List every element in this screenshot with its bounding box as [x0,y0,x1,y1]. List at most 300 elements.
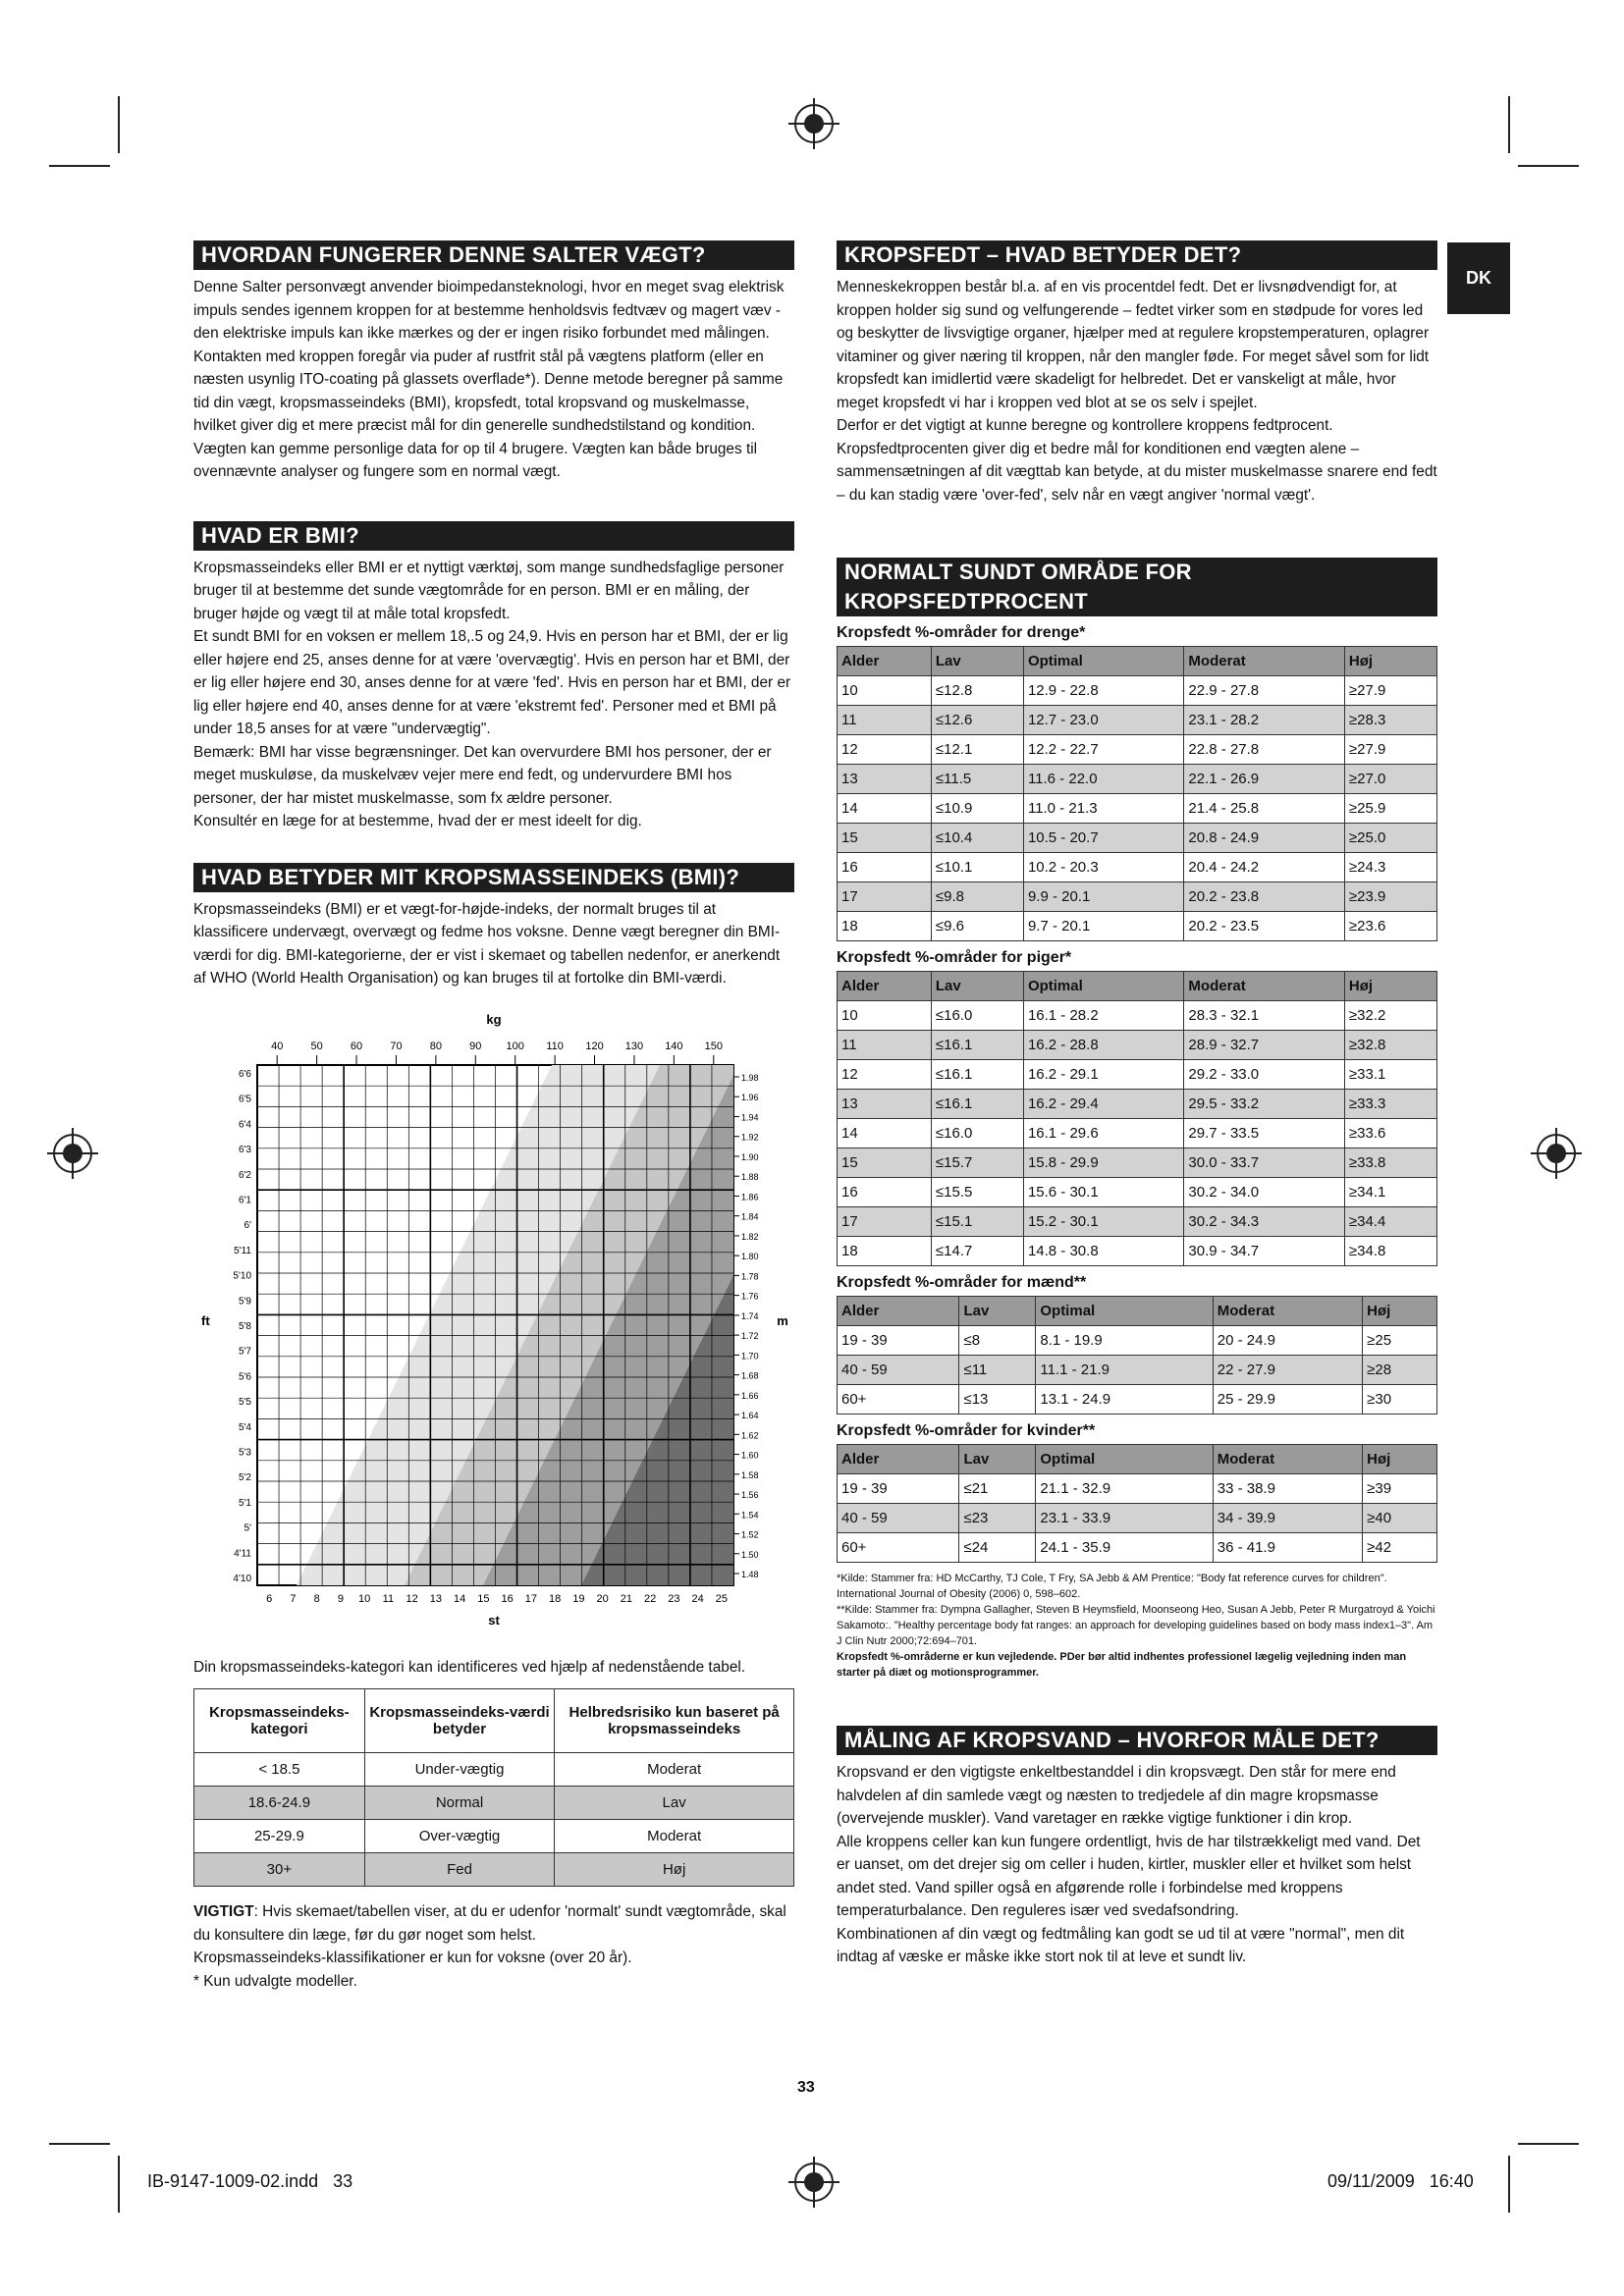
tick-label-st: 17 [524,1592,537,1605]
tick-label-m: 1.58 [741,1469,759,1480]
table-cell: 15 [838,824,932,853]
table-cell: 15.8 - 29.9 [1023,1148,1183,1178]
bmi-chart [193,1006,794,1654]
tick-label-st: 18 [549,1592,562,1605]
table-cell: 16.1 - 28.2 [1023,1001,1183,1031]
table-cell: Under-vægtig [364,1753,555,1787]
table-cell: 12 [838,1060,932,1090]
table-cell: Lav [555,1787,794,1820]
table-header-cell: Moderat [1184,972,1344,1001]
page-number: 33 [797,2079,815,2096]
table-cell: 19 - 39 [838,1474,959,1504]
paragraph: Kropsvand er den vigtigste enkeltbestanddel i din kropsvægt. Den står for mere end halvdelen af din samlede vægt og næsten to tredjedele af din magre kropsmasse (overvejende muskler). Vand varetager en række vigtige funktioner i din krop. [837,1764,1396,1827]
table-cell: 24.1 - 35.9 [1036,1533,1213,1563]
table-cell: Over-vægtig [364,1820,555,1853]
tick-label-m: 1.74 [741,1310,759,1321]
table-cell: 30.2 - 34.3 [1184,1207,1344,1237]
tick-label-st: 6 [266,1592,273,1605]
table-cell: 10.5 - 20.7 [1023,824,1183,853]
table-cell: 21.4 - 25.8 [1184,794,1344,824]
table-title: Kropsfedt %-områder for piger* [837,949,1072,966]
table-cell: Moderat [555,1820,794,1853]
tick-label-kg: 60 [350,1040,363,1052]
table-cell: 23.1 - 28.2 [1184,706,1344,735]
table-cell: 20 - 24.9 [1213,1326,1362,1356]
table-cell: 25 - 29.9 [1213,1385,1362,1415]
section-heading: HVAD ER BMI? [193,521,794,551]
tick-label-ft: 5'3 [238,1447,251,1458]
table-cell: 34 - 39.9 [1213,1504,1362,1533]
table-cell: ≥25 [1363,1326,1437,1356]
tick-label-kg: 150 [704,1040,723,1052]
tick-label-m: 1.52 [741,1529,759,1540]
table-cell: ≥25.0 [1344,824,1436,853]
tick-label-m: 1.60 [741,1450,759,1461]
table-cell: ≥33.6 [1344,1119,1436,1148]
tick-label-m: 1.94 [741,1111,759,1122]
language-tab: DK [1447,242,1510,314]
table-cell: ≤11.5 [931,765,1023,794]
table-cell: ≤10.9 [931,794,1023,824]
tick-label-m: 1.90 [741,1151,759,1162]
table-cell: 28.9 - 32.7 [1184,1031,1344,1060]
table-row [838,676,1437,706]
table-cell: 13 [838,765,932,794]
tick-label-m: 1.96 [741,1092,759,1102]
table-cell: 16 [838,853,932,882]
table-cell: ≤15.5 [931,1178,1023,1207]
table-header-cell: Kropsmasseindeks-værdi betyder [364,1689,555,1753]
crop-mark [1508,96,1510,153]
table-cell: 30+ [194,1853,365,1887]
crop-mark [1508,2156,1510,2213]
table-header-cell: Lav [959,1297,1036,1326]
table-cell: ≥28.3 [1344,706,1436,735]
table-row [194,1753,794,1787]
table-row [838,1474,1437,1504]
bodyfat-table-women [837,1444,1437,1563]
table-cell: ≤15.7 [931,1148,1023,1178]
reference: *Kilde: Stammer fra: HD McCarthy, TJ Cole, T Fry, SA Jebb & AM Prentice: "Body fat reference curves for children". International Journal of Obesity (2006) 0, 598–602. [837,1573,1387,1600]
paragraph: Et sundt BMI for en voksen er mellem 18,.5 og 24,9. Hvis en person har et BMI, der er lig eller højere end 25, anses denne for at være 'overvægtig'. Hvis en person har et BMI, der er lig eller højere end 30, anses denne for at være 'fed'. Hvis en person har et BMI, der er lig eller højere end 40, anses denne for at være 'ekstremt fed'. Personer med et BMI på under 18,5 anses for at være "undervægtig". [193,628,791,737]
footer-file: IB-9147-1009-02.indd 33 [147,2171,353,2191]
tick-label-st: 22 [644,1592,657,1605]
table-cell: ≥34.8 [1344,1237,1436,1266]
table-cell: ≥34.4 [1344,1207,1436,1237]
table-header-cell: Alder [838,972,932,1001]
tick-label-st: 8 [313,1592,320,1605]
paragraph: Kombinationen af din vægt og fedtmåling kan godt se ud til at være "normal", men dit indtag af væske er måske ikke stort nok til at leve et sundt liv. [837,1925,1405,1965]
tick-label-kg: 40 [271,1040,284,1052]
table-header-cell: Alder [838,1297,959,1326]
tick-label-kg: 70 [390,1040,403,1052]
table-cell: ≥32.8 [1344,1031,1436,1060]
section-heading: NORMALT SUNDT OMRÅDE FOR KROPSFEDTPROCENT [837,558,1437,616]
tick-label-ft: 5'5 [238,1396,251,1408]
tick-label-m: 1.56 [741,1489,759,1500]
tick-label-ft: 6'4 [238,1118,251,1130]
tick-label-m: 1.98 [741,1072,759,1083]
table-row [838,1090,1437,1119]
table-header-cell: Alder [838,647,932,676]
table-cell: ≥30 [1363,1385,1437,1415]
chart-caption: Din kropsmasseindeks-kategori kan identificeres ved hjælp af nedenstående tabel. [193,1658,746,1676]
table-cell: ≥33.1 [1344,1060,1436,1090]
bodyfat-table-girls [837,971,1437,1266]
tick-label-m: 1.54 [741,1509,759,1520]
table-header-cell: Optimal [1036,1445,1213,1474]
table-cell: 30.0 - 33.7 [1184,1148,1344,1178]
tick-label-st: 16 [501,1592,514,1605]
table-cell: ≤16.1 [931,1090,1023,1119]
tick-label-m: 1.78 [741,1270,759,1281]
paragraph: Menneskekroppen består bl.a. af en vis procentdel fedt. Det er livsnødvendigt for, at kroppen holder sig sund og velfungerende – fedtet virker som en stødpude for vores led og beskytter de livsvigtige organer, hjælper med at regulere kropstemperaturen, oplagrer vitaminer og giver næring til kroppen, når den mangler føde. For meget såvel som for lidt kropsfedt kan imidlertid være skadeligt for helbredet. Det er vanskeligt at måle, hvor meget kropsfedt vi har i kroppen ved blot at se os selv i spejlet. [837,279,1430,411]
tick-label-m: 1.48 [741,1569,759,1579]
table-row [838,853,1437,882]
table-cell: ≤15.1 [931,1207,1023,1237]
table-cell: 20.2 - 23.5 [1184,912,1344,941]
table-header-cell: Høj [1363,1445,1437,1474]
table-cell: ≤14.7 [931,1237,1023,1266]
crop-mark [118,2156,120,2213]
table-cell: ≤21 [959,1474,1036,1504]
table-cell: ≤16.0 [931,1001,1023,1031]
tick-label-kg: 50 [310,1040,323,1052]
registration-mark-icon [794,2163,834,2202]
tick-label-m: 1.64 [741,1410,759,1420]
tick-label-m: 1.62 [741,1429,759,1440]
table-row [838,765,1437,794]
table-cell: 30.2 - 34.0 [1184,1178,1344,1207]
table-cell: 17 [838,1207,932,1237]
tick-label-kg: 130 [624,1040,644,1052]
paragraph: Alle kroppens celler kan kun fungere ordentligt, hvis de har tilstrækkeligt med vand. Det er uanset, om det drejer sig om celler i huden, kirtler, muskler eller et hvilket som helst andet sted. Vand spiller også en afgørende rolle i forbindelse med kroppens temperaturbalance. Den reguleres især ved svedafsondring. [837,1833,1421,1919]
tick-label-ft: 6'1 [238,1195,251,1205]
table-cell: 18 [838,1237,932,1266]
section-heading: KROPSFEDT – HVAD BETYDER DET? [837,240,1437,270]
axis-label-m: m [777,1312,788,1328]
table-row [838,912,1437,941]
tick-label-m: 1.80 [741,1251,759,1261]
table-cell: ≤9.6 [931,912,1023,941]
table-cell: ≥33.3 [1344,1090,1436,1119]
tick-label-m: 1.82 [741,1231,759,1242]
table-cell: ≥25.9 [1344,794,1436,824]
important-note [193,1900,794,1947]
table-row [838,1001,1437,1031]
paragraph: Denne Salter personvægt anvender bioimpedansteknologi, hvor en meget svag elektrisk impuls sendes igennem kroppen for at bestemme henholdsvis fedtvæv og magert væv - den elektriske impuls kan ikke mærkes og der er ingen risiko forbundet med målingen. Kontakten med kroppen foregår via puder af rustfrit stål på vægtens platform (eller en næsten usynlig ITO-coating på glassets overflade*). Denne metode beregner på samme tid din vægt, kropsmasseindeks (BMI), kropsfedt, total kropsvand og muskelmasse, hvilket giver dig et mere præcist mål for din generelle sundhedstilstand og kondition. Vægten kan gemme personlige data for op til 4 brugere. Vægten kan både bruges til ovennævnte analyser og fungere som en normal vægt. [193,279,785,480]
tick-label-ft: 5'2 [238,1471,251,1483]
table-row [194,1853,794,1887]
table-cell: 10 [838,1001,932,1031]
table-cell: 25-29.9 [194,1820,365,1853]
tick-label-ft: 4'11 [234,1547,251,1559]
table-cell: 29.7 - 33.5 [1184,1119,1344,1148]
tick-label-ft: 5'10 [233,1270,251,1282]
table-cell: 18.6-24.9 [194,1787,365,1820]
table-header-cell: Helbredsrisiko kun baseret på kropsmasseindeks [555,1689,794,1753]
bodyfat-table-boys [837,646,1437,941]
tick-label-kg: 100 [506,1040,524,1052]
table-cell: ≤16.1 [931,1031,1023,1060]
table-cell: 15.6 - 30.1 [1023,1178,1183,1207]
right-column [837,240,1437,1969]
table-row [838,1356,1437,1385]
registration-mark-icon [1537,1134,1576,1173]
table-header-cell: Moderat [1184,647,1344,676]
table-cell: ≤11 [959,1356,1036,1385]
table-cell: 14 [838,1119,932,1148]
table-title: Kropsfedt %-områder for kvinder** [837,1422,1096,1439]
tick-label-ft: 6'2 [238,1169,251,1181]
tick-label-ft: 5'7 [238,1346,251,1358]
table-cell: ≤9.8 [931,882,1023,912]
table-cell: ≥27.0 [1344,765,1436,794]
tick-label-st: 21 [620,1592,632,1605]
registration-mark-icon [794,104,834,143]
bodyfat-table-men [837,1296,1437,1415]
tick-label-ft: 5'6 [238,1370,251,1382]
table-cell: 8.1 - 19.9 [1036,1326,1213,1356]
tick-label-ft: 5'4 [238,1421,251,1433]
table-cell: 40 - 59 [838,1504,959,1533]
note: * Kun udvalgte modeller. [193,1972,357,1990]
table-cell: ≥28 [1363,1356,1437,1385]
table-cell: Moderat [555,1753,794,1787]
table-row [838,794,1437,824]
tick-label-ft: 5'9 [238,1295,251,1307]
table-cell: 11 [838,1031,932,1060]
table-cell: ≥23.9 [1344,882,1436,912]
table-cell: 16.1 - 29.6 [1023,1119,1183,1148]
tick-label-st: 23 [668,1592,680,1605]
tick-label-m: 1.66 [741,1390,759,1401]
table-cell: 12.2 - 22.7 [1023,735,1183,765]
table-header-cell: Optimal [1023,972,1183,1001]
tick-label-m: 1.86 [741,1191,759,1201]
crop-mark [49,165,110,167]
table-cell: ≥27.9 [1344,676,1436,706]
table-cell: 60+ [838,1533,959,1563]
table-cell: ≥24.3 [1344,853,1436,882]
table-cell: ≤12.8 [931,676,1023,706]
table-row [838,1385,1437,1415]
table-header-cell: Lav [931,647,1023,676]
registration-mark-icon [53,1134,92,1173]
table-cell: ≤10.4 [931,824,1023,853]
tick-label-m: 1.68 [741,1370,759,1381]
table-row [838,706,1437,735]
table-row [194,1820,794,1853]
table-cell: ≥39 [1363,1474,1437,1504]
tick-label-st: 14 [454,1592,466,1605]
table-cell: 21.1 - 32.9 [1036,1474,1213,1504]
table-cell: 33 - 38.9 [1213,1474,1362,1504]
section-heading: HVAD BETYDER MIT KROPSMASSEINDEKS (BMI)? [193,863,794,892]
paragraph: Konsultér en læge for at bestemme, hvad der er mest ideelt for dig. [193,813,642,829]
table-row [838,1533,1437,1563]
table-row [838,1207,1437,1237]
table-cell: Normal [364,1787,555,1820]
table-row [838,1326,1437,1356]
crop-mark [49,2143,110,2145]
table-row [838,1237,1437,1266]
table-cell: 10 [838,676,932,706]
table-header-cell: Optimal [1023,647,1183,676]
table-title: Kropsfedt %-områder for drenge* [837,624,1086,641]
table-row [838,1031,1437,1060]
table-cell: ≥33.8 [1344,1148,1436,1178]
tick-label-m: 1.72 [741,1330,759,1341]
table-cell: 15.2 - 30.1 [1023,1207,1183,1237]
tick-label-st: 12 [406,1592,418,1605]
table-cell: 11.0 - 21.3 [1023,794,1183,824]
table-cell: ≤16.1 [931,1060,1023,1090]
table-cell: 22.8 - 27.8 [1184,735,1344,765]
footer-date: 09/11/2009 16:40 [1327,2171,1474,2191]
table-header-cell: Høj [1344,647,1436,676]
table-cell: ≥23.6 [1344,912,1436,941]
tick-label-st: 24 [691,1592,704,1605]
reference: **Kilde: Stammer fra: Dympna Gallagher, Steven B Heymsfield, Moonseong Heo, Susan A Jebb, Peter R Murgatroyd & Yoichi Sakamoto:. "Healthy percentage body fat ranges: an approach for developing guidelines based on body mass index1–3". Am J Clin Nutr 2000;72:694–701. [837,1604,1435,1647]
tick-label-ft: 5'1 [238,1497,251,1509]
tick-label-ft: 5' [244,1522,251,1534]
table-header-cell: Optimal [1036,1297,1213,1326]
table-row [838,882,1437,912]
table-cell: 28.3 - 32.1 [1184,1001,1344,1031]
tick-label-st: 7 [290,1592,297,1605]
table-cell: 29.5 - 33.2 [1184,1090,1344,1119]
crop-mark [1518,2143,1579,2145]
table-cell: 20.2 - 23.8 [1184,882,1344,912]
table-header-cell: Lav [959,1445,1036,1474]
axis-label-ft: ft [201,1312,210,1328]
tick-label-kg: 140 [665,1040,683,1052]
tick-label-st: 11 [382,1592,395,1605]
table-cell: 11.6 - 22.0 [1023,765,1183,794]
table-title: Kropsfedt %-områder for mænd** [837,1274,1087,1291]
tick-label-m: 1.88 [741,1171,759,1182]
table-row [194,1787,794,1820]
table-cell: 19 - 39 [838,1326,959,1356]
tick-label-st: 9 [337,1592,344,1605]
table-cell: 17 [838,882,932,912]
table-cell: ≤12.6 [931,706,1023,735]
section-heading: MÅLING AF KROPSVAND – HVORFOR MÅLE DET? [837,1726,1437,1755]
table-header-cell: Lav [931,972,1023,1001]
tick-label-st: 15 [477,1592,490,1605]
note: Kropsmasseindeks-klassifikationer er kun for voksne (over 20 år). [193,1949,632,1966]
table-cell: 14.8 - 30.8 [1023,1237,1183,1266]
paragraph: Kropsmasseindeks eller BMI er et nyttigt værktøj, som mange sundhedsfaglige personer bruger til at bestemme det sunde vægtområde for en person. BMI er en måling, der bruger højde og vægt til at måle total kropsfedt. [193,559,785,622]
crop-mark [1518,165,1579,167]
axis-label-kg: kg [486,1011,502,1027]
table-cell: Fed [364,1853,555,1887]
tick-label-kg: 90 [469,1040,482,1052]
table-cell: ≤16.0 [931,1119,1023,1148]
tick-label-kg: 110 [546,1040,564,1052]
table-cell: < 18.5 [194,1753,365,1787]
paragraph: Kropsmasseindeks (BMI) er et vægt-for-højde-indeks, der normalt bruges til at klassificere undervægt, overvægt og fedme hos voksne. Denne vægt beregner din BMI-værdi for dig. BMI-kategorierne, der er vist i skemaet og tabellen nedenfor, er anerkendt af WHO (World Health Organisation) og kan bruges til at fortolke din BMI-værdi. [193,900,781,987]
tick-label-st: 25 [715,1592,728,1605]
table-cell: ≥42 [1363,1533,1437,1563]
table-cell: 22.1 - 26.9 [1184,765,1344,794]
table-header-cell: Moderat [1213,1445,1362,1474]
table-cell: 23.1 - 33.9 [1036,1504,1213,1533]
table-header-cell: Høj [1344,972,1436,1001]
tick-label-kg: 120 [585,1040,604,1052]
tick-label-st: 13 [429,1592,442,1605]
table-cell: ≤23 [959,1504,1036,1533]
table-cell: 16.2 - 28.8 [1023,1031,1183,1060]
paragraph: Bemærk: BMI har visse begrænsninger. Det kan overvurdere BMI hos personer, der er meget muskuløse, da muskelvæv vejer mere end fedt, og undervurdere BMI hos personer, der har mistet muskelmasse, som fx ældre personer. [193,743,772,807]
tick-label-m: 1.84 [741,1211,759,1222]
tick-label-m: 1.76 [741,1291,759,1302]
table-cell: 30.9 - 34.7 [1184,1237,1344,1266]
left-column [193,240,794,1993]
table-header-cell: Alder [838,1445,959,1474]
table-cell: 15 [838,1148,932,1178]
reference: Kropsfedt %-områderne er kun vejledende. PDer bør altid indhentes professionel lægelig vejledning inden man starter på diæt og motionsprogrammer. [837,1651,1407,1679]
section-heading: HVORDAN FUNGERER DENNE SALTER VÆGT? [193,240,794,270]
tick-label-ft: 6'3 [238,1144,251,1155]
table-row [838,824,1437,853]
table-cell: ≥40 [1363,1504,1437,1533]
tick-label-ft: 6' [244,1219,251,1231]
table-cell: 29.2 - 33.0 [1184,1060,1344,1090]
axis-label-st: st [488,1612,500,1628]
table-cell: ≤24 [959,1533,1036,1563]
table-cell: ≥34.1 [1344,1178,1436,1207]
tick-label-ft: 5'11 [234,1245,251,1256]
table-row [838,1178,1437,1207]
table-row [838,735,1437,765]
table-cell: ≤10.1 [931,853,1023,882]
table-row [838,1119,1437,1148]
tick-label-m: 1.92 [741,1132,759,1143]
table-cell: 13 [838,1090,932,1119]
tick-label-ft: 5'8 [238,1320,251,1332]
table-cell: Høj [555,1853,794,1887]
table-row [838,1504,1437,1533]
table-cell: 11 [838,706,932,735]
table-cell: 18 [838,912,932,941]
table-row [838,1148,1437,1178]
table-cell: 60+ [838,1385,959,1415]
tick-label-st: 10 [358,1592,371,1605]
table-cell: 20.4 - 24.2 [1184,853,1344,882]
table-cell: 22 - 27.9 [1213,1356,1362,1385]
crop-mark [118,96,120,153]
table-cell: ≥27.9 [1344,735,1436,765]
table-cell: 12 [838,735,932,765]
table-cell: ≥32.2 [1344,1001,1436,1031]
table-cell: 13.1 - 24.9 [1036,1385,1213,1415]
table-cell: 22.9 - 27.8 [1184,676,1344,706]
table-row [838,1060,1437,1090]
tick-label-ft: 4'10 [233,1573,251,1584]
table-cell: ≤12.1 [931,735,1023,765]
tick-label-m: 1.50 [741,1549,759,1560]
table-header-cell: Kropsmasseindeks-kategori [194,1689,365,1753]
table-cell: 16.2 - 29.1 [1023,1060,1183,1090]
table-cell: 36 - 41.9 [1213,1533,1362,1563]
table-cell: 20.8 - 24.9 [1184,824,1344,853]
paragraph: Derfor er det vigtigt at kunne beregne og kontrollere kroppens fedtprocent. Kropsfedtprocenten giver dig et bedre mål for konditionen end vægten alene – sammensætningen af dit vægttab kan betyde, at du mister muskelmasse snarere end fedt – du kan stadig være 'over-fed', selv når en vægt angiver 'normal vægt'. [837,417,1437,504]
table-header-cell: Høj [1363,1297,1437,1326]
table-header-cell: Moderat [1213,1297,1362,1326]
table-cell: 12.9 - 22.8 [1023,676,1183,706]
